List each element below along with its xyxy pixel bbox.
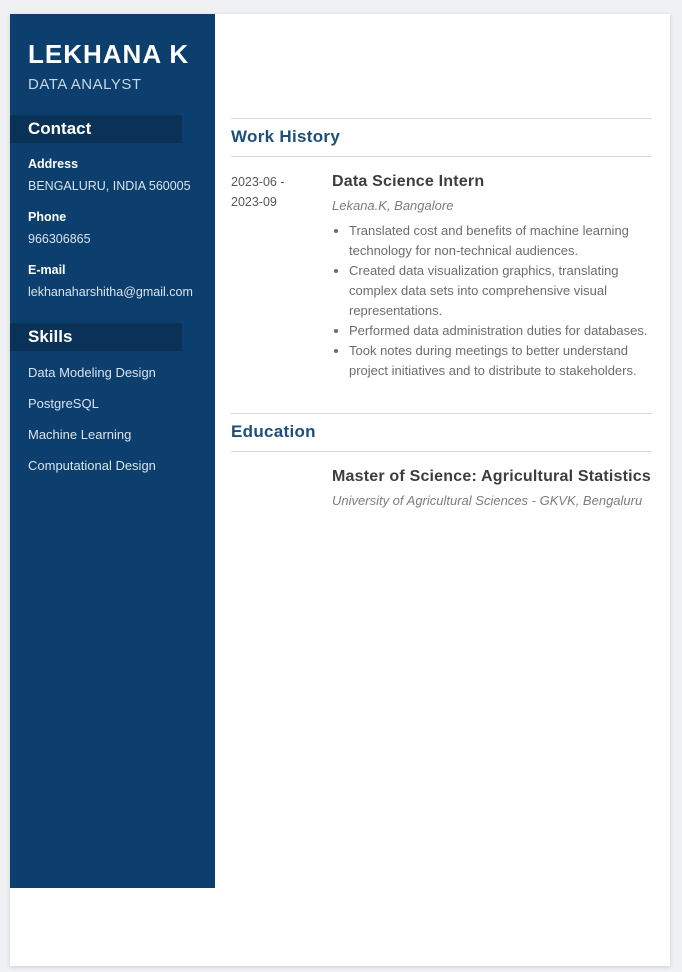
candidate-title: DATA ANALYST [28, 76, 142, 93]
education-entry-dates [231, 467, 332, 510]
work-entry-date-start: 2023-06 - [231, 175, 285, 189]
candidate-name: LEKHANA K [28, 39, 190, 69]
main-content [231, 14, 652, 510]
job-bullet: • Performed data administration duties for databases. [349, 321, 652, 341]
job-title: Data Science Intern [332, 173, 485, 190]
contact-field-label-address: Address [28, 157, 79, 171]
contact-field-value-address: BENGALURU, INDIA 560005 [28, 179, 191, 193]
skills-section-heading: Skills [10, 323, 182, 351]
skill-item: Computational Design [28, 458, 156, 473]
degree-title: Master of Science: Agricultural Statistics [332, 468, 652, 485]
skill-item: Machine Learning [28, 427, 132, 442]
job-bullet: • Translated cost and benefits of machine learning technology for non-technical audiences. [349, 221, 652, 261]
contact-field-label-email: E-mail [28, 263, 66, 277]
education-heading: Education [231, 422, 316, 441]
contact-fields [10, 156, 215, 302]
skill-item: PostgreSQL [28, 396, 99, 411]
work-entry-date-end: 2023-09 [231, 195, 277, 209]
work-entry [231, 172, 652, 381]
job-bullet: • Took notes during meetings to better understand project initiatives and to distribute to stakeholders. [349, 341, 652, 381]
degree-school: University of Agricultural Sciences - GKVK, Bengaluru [332, 493, 643, 508]
contact-field-value-phone: 966306865 [28, 232, 91, 246]
work-history-header [231, 118, 652, 157]
education-header [231, 413, 652, 452]
skill-item: Data Modeling Design [28, 365, 156, 380]
job-company: Lekana.K, Bangalore [332, 198, 454, 213]
job-bullet: • Created data visualization graphics, translating complex data sets into comprehensive visual representations. [349, 261, 652, 321]
skills-list [10, 365, 215, 474]
work-entry-description [332, 172, 652, 381]
education-entry [231, 467, 652, 510]
job-bullets [332, 221, 652, 381]
contact-field-value-email: lekhanaharshitha@gmail.com [28, 285, 193, 299]
resume-page [10, 14, 670, 966]
education-entry-description [332, 467, 652, 510]
contact-section-heading: Contact [10, 115, 182, 143]
contact-field-label-phone: Phone [28, 210, 67, 224]
work-entry-dates [231, 172, 332, 381]
sidebar [10, 14, 215, 888]
work-history-heading: Work History [231, 127, 341, 146]
